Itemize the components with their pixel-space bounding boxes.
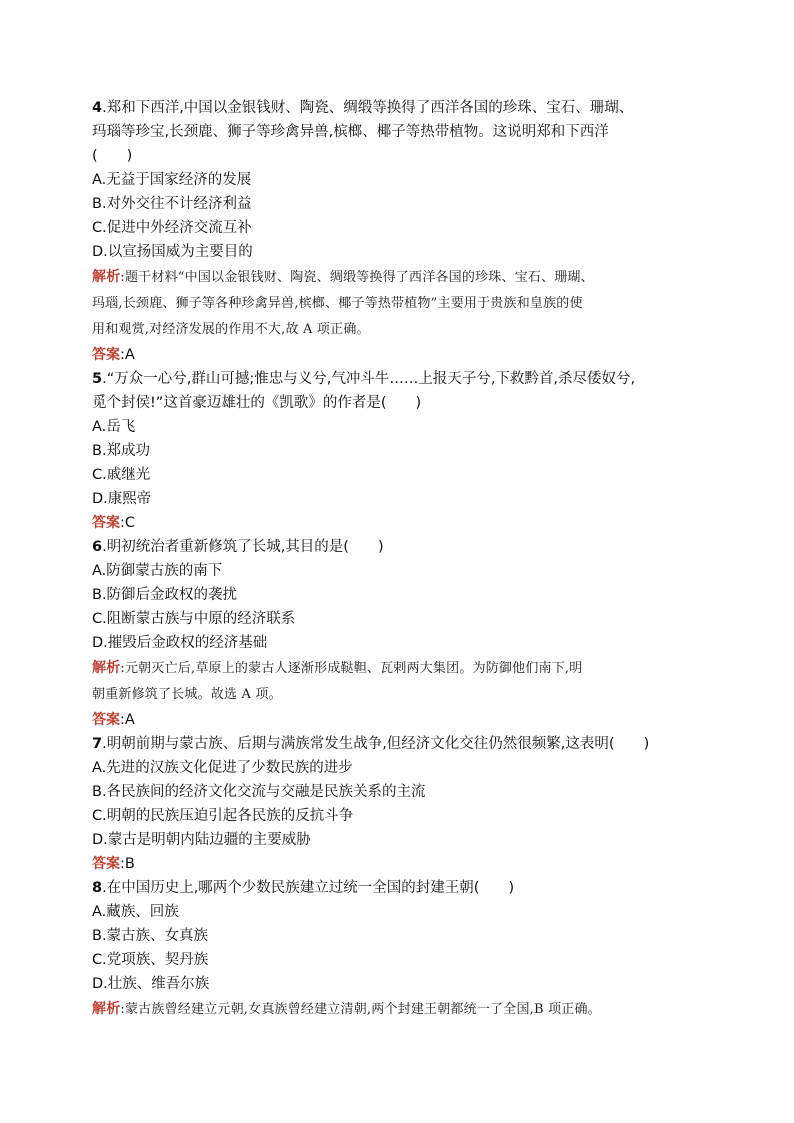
answer: 答案:A (92, 347, 135, 363)
question-number: 7 (92, 736, 103, 752)
option-b: B.郑成功 (92, 443, 151, 459)
question-stem: 4.郑和下西洋,中国以金银钱财、陶瓷、绸缎等换得了西洋各国的珍珠、宝石、珊瑚、 (92, 100, 634, 116)
option-d: D.摧毁后金政权的经济基础 (92, 635, 268, 651)
answer-label: 答案 (92, 515, 120, 531)
option-c: C.戚继光 (92, 467, 151, 483)
question-7 (92, 732, 722, 876)
document-page (92, 96, 722, 1023)
option-a: A.先进的汉族文化促进了少数民族的进步 (92, 760, 353, 776)
answer: 答案:A (92, 712, 135, 728)
question-number: 4 (92, 100, 103, 116)
option-d: D.以宣扬国威为主要目的 (92, 244, 253, 260)
answer-label: 答案 (92, 856, 120, 872)
question-6 (92, 535, 722, 732)
explanation-label: 解析 (92, 269, 121, 285)
answer: 答案:C (92, 515, 136, 531)
answer-label: 答案 (92, 347, 120, 363)
question-stem: ( ) (92, 148, 133, 164)
question-5 (92, 367, 722, 535)
explanation-line: 朝重新修筑了长城。故选 A 项。 (92, 687, 282, 702)
option-d: D.蒙古是明朝内陆边疆的主要威胁 (92, 832, 311, 848)
question-stem: 觅个封侯!”这首豪迈雄壮的《凯歌》的作者是( ) (92, 395, 422, 411)
option-d: D.壮族、维吾尔族 (92, 976, 210, 992)
explanation-label: 解析 (92, 660, 121, 676)
question-stem: 5.“万众一心兮,群山可撼;惟忠与义兮,气冲斗牛……上报天子兮,下救黔首,杀尽倭奴兮, (92, 371, 636, 387)
explanation-line: 用和观赏,对经济发展的作用不大,故 A 项正确。 (92, 322, 370, 337)
question-4 (92, 96, 722, 367)
question-number: 5 (92, 371, 103, 387)
answer-label: 答案 (92, 712, 120, 728)
option-b: B.防御后金政权的袭扰 (92, 587, 238, 603)
explanation-line: 玛瑙,长颈鹿、狮子等各种珍禽异兽,槟榔、椰子等热带植物”主要用于贵族和皇族的使 (92, 296, 583, 311)
option-a: A.岳飞 (92, 419, 136, 435)
explanation: 解析:蒙古族曾经建立元朝,女真族曾经建立清朝,两个封建王朝都统一了全国,B 项正确。 (92, 1001, 601, 1017)
question-8 (92, 876, 722, 1023)
explanation: 解析:元朝灭亡后,草原上的蒙古人逐渐形成鞑靼、瓦剌两大集团。为防御他们南下,明 (92, 660, 583, 676)
option-c: C.明朝的民族压迫引起各民族的反抗斗争 (92, 808, 354, 824)
option-c: C.党项族、契丹族 (92, 952, 209, 968)
explanation: 解析:题干材料“中国以金银钱财、陶瓷、绸缎等换得了西洋各国的珍珠、宝石、珊瑚、 (92, 269, 594, 285)
question-number: 8 (92, 880, 103, 896)
answer: 答案:B (92, 856, 135, 872)
question-stem: 7.明朝前期与蒙古族、后期与满族常发生战争,但经济文化交往仍然很频繁,这表明( ) (92, 736, 650, 752)
question-stem: 8.在中国历史上,哪两个少数民族建立过统一全国的封建王朝( ) (92, 880, 515, 896)
explanation-label: 解析 (92, 1001, 121, 1017)
option-b: B.对外交往不计经济利益 (92, 196, 252, 212)
question-stem: 6.明初统治者重新修筑了长城,其目的是( ) (92, 539, 384, 555)
option-a: A.防御蒙古族的南下 (92, 563, 223, 579)
option-b: B.蒙古族、女真族 (92, 928, 209, 944)
option-c: C.促进中外经济交流互补 (92, 220, 252, 236)
option-c: C.阻断蒙古族与中原的经济联系 (92, 611, 296, 627)
option-a: A.无益于国家经济的发展 (92, 172, 252, 188)
question-stem: 玛瑙等珍宝,长颈鹿、狮子等珍禽异兽,槟榔、椰子等热带植物。这说明郑和下西洋 (92, 124, 609, 140)
option-a: A.藏族、回族 (92, 904, 179, 920)
option-b: B.各民族间的经济文化交流与交融是民族关系的主流 (92, 784, 426, 800)
option-d: D.康熙帝 (92, 491, 152, 507)
question-number: 6 (92, 539, 103, 555)
